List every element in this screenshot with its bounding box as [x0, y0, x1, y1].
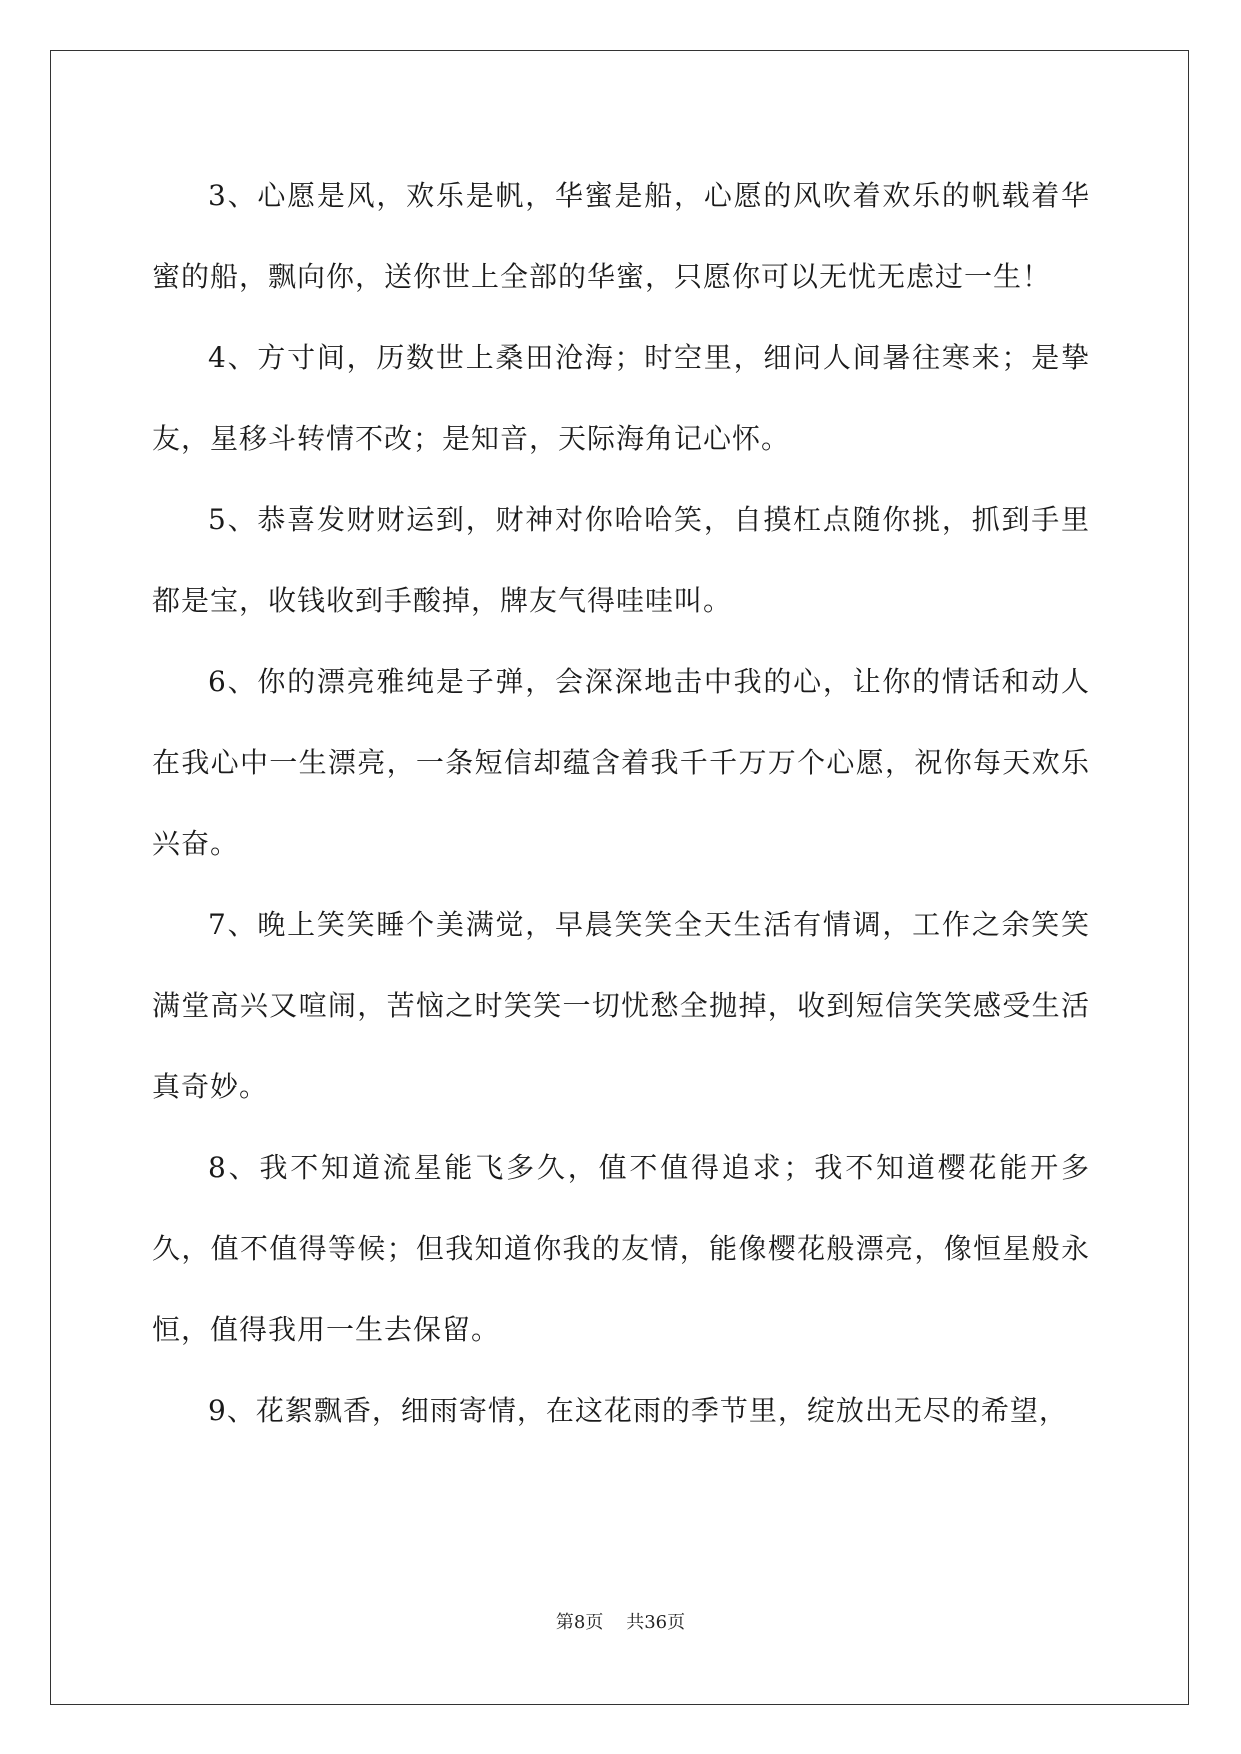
page-footer [0, 1608, 1241, 1634]
paragraph-3: 3、心愿是风，欢乐是帆，华蜜是船，心愿的风吹着欢乐的帆载着华蜜的船，飘向你，送你世上全部的华蜜，只愿你可以无忧无虑过一生！ [152, 179, 1090, 293]
page-number: 第8页 [555, 1612, 604, 1633]
document-body [152, 155, 1090, 1451]
paragraph-4: 4、方寸间，历数世上桑田沧海；时空里，细问人间暑往寒来；是挚友，星移斗转情不改；是知音，天际海角记心怀。 [152, 341, 1090, 455]
paragraph-5: 5、恭喜发财财运到，财神对你哈哈笑，自摸杠点随你挑，抓到手里都是宝，收钱收到手酸掉，牌友气得哇哇叫。 [152, 503, 1090, 617]
paragraph-7: 7、晚上笑笑睡个美满觉，早晨笑笑全天生活有情调，工作之余笑笑满堂高兴又喧闹，苦恼之时笑笑一切忧愁全抛掉，收到短信笑笑感受生活真奇妙。 [152, 908, 1090, 1103]
paragraph-9: 9、花絮飘香，细雨寄情，在这花雨的季节里，绽放出无尽的希望， [208, 1394, 1068, 1427]
paragraph-6: 6、你的漂亮雅纯是子弹，会深深地击中我的心，让你的情话和动人在我心中一生漂亮，一条短信却蕴含着我千千万万个心愿，祝你每天欢乐兴奋。 [152, 665, 1090, 860]
paragraph-8: 8、我不知道流星能飞多久，值不值得追求；我不知道樱花能开多久，值不值得等候；但我知道你我的友情，能像樱花般漂亮，像恒星般永恒，值得我用一生去保留。 [152, 1151, 1090, 1346]
page-total: 共36页 [626, 1612, 686, 1633]
